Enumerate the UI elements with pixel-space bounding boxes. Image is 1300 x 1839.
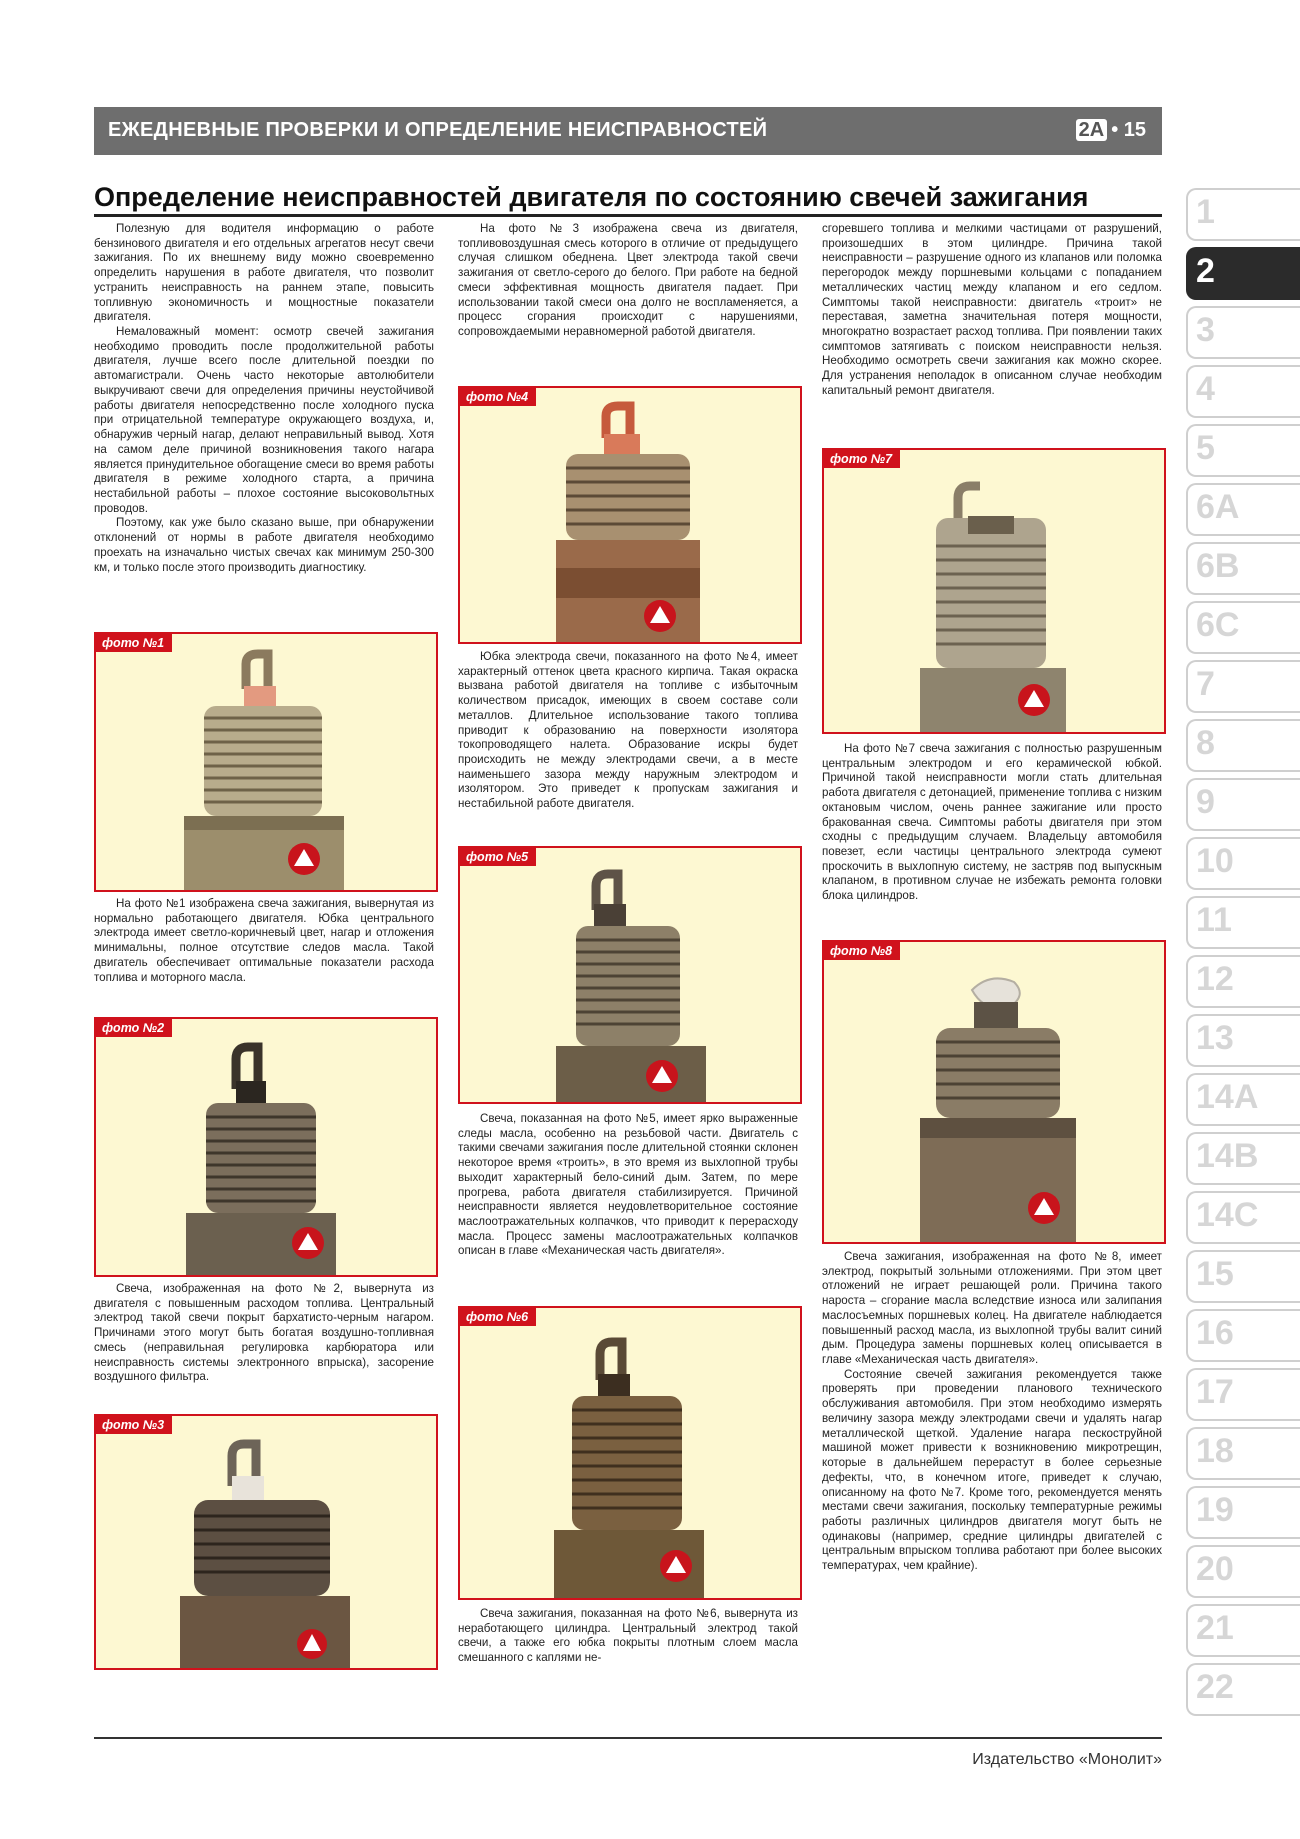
caption-text: Свеча зажигания, показанная на фото №6, вывернута из неработающего цилиндра. Центральный электрод такой свечи, а также его юбка покрыты плотным слоем масла смешанного с каплями не- [458, 1607, 798, 1665]
chapter-tab-6a[interactable] [1186, 483, 1300, 536]
chapter-tab-9[interactable] [1186, 778, 1300, 831]
page-title: Определение неисправностей двигателя по состоянию свечей зажигания [94, 182, 1089, 212]
footer-rule [94, 1737, 1162, 1739]
caption-text: Состояние свечей зажигания рекомендуется также проверять при проведении планового технического обслуживания автомобиля. При этом необходимо измерять величину зазора между электродами свечи и удалять нагар металлической щеткой. Удаление нагара пескоструйной машиной может привести к возникновению микротрещин, которые в дальнейшем перерастут в более серьезные дефекты, что, в конечном итоге, приведет к случаю, описанному на фото №7. Кроме того, рекомендуется менять местами свечи зажигания, поскольку температурные режимы работы различных цилиндров двигателя могут быть не одинаковы (например, средние цилиндры двигателей с центральным впрыском топлива работают при более высоких температурах, чем крайние). [822, 1367, 1162, 1573]
chapter-tab-14c[interactable] [1186, 1191, 1300, 1244]
chapter-tab-10[interactable] [1186, 837, 1300, 890]
photo-label: фото №3 [96, 1416, 172, 1434]
chapter-tab-5[interactable] [1186, 424, 1300, 477]
caption-text: Свеча, изображенная на фото №2, вывернута из двигателя с повышенным расходом топлива. Центральный электрод такой свечи покрыт бархатисто-черным нагаром. Причинами этого могут быть богатая воздушно-топливная смесь (неправильная регулировка карбюратора или неисправность системы электронного впрыска), засорение воздушного фильтра. [94, 1282, 434, 1384]
caption-text: На фото №1 изображена свеча зажигания, вывернутая из нормально работающего двигателя. Юбка центрального электрода имеет светло-коричневый цвет, нагар и отложения минимальны, полное отсутствие следов масла. Такой двигатель обеспечивает оптимальные показатели расхода топлива и моторного масла. [94, 897, 434, 984]
caption-text: Свеча зажигания, изображенная на фото №8, имеет электрод, покрытый зольными отложениями. При этом цвет отложений не играет решающей роли. Причина такого нароста – сгорание масла вследствие износа или залипания маслосъемных поршневых колец. На двигателе наблюдается повышенный расход масла, из выхлопной трубы валит синий дым. Процедура замены поршневых колец описывается в главе «Механическая часть двигателя». [822, 1250, 1162, 1367]
spark-plug-image [96, 634, 436, 890]
caption-text: Юбка электрода свечи, показанного на фото №4, имеет характерный оттенок цвета красного кирпича. Такая окраска вызвана работой двигателя на топливе с избыточным количеством присадок, имеющих в своем составе соли металлов. Длительное использование такого топлива приводит к образованию на поверхности изолятора токопроводящего налета. Образование искры будет происходить не между электродами свечи, а в месте наименьшего зазора между наружным электродом и изолятором. Это приведет к пропускам зажигания и нестабильной работе двигателя. [458, 650, 798, 811]
chapter-tab-label: 14A [1196, 1078, 1259, 1116]
photo-1-caption [94, 897, 434, 985]
chapter-tab-18[interactable] [1186, 1427, 1300, 1480]
photo-label: фото №7 [824, 450, 900, 468]
chapter-tab-label: 14B [1196, 1137, 1259, 1175]
chapter-tab-11[interactable] [1186, 896, 1300, 949]
chapter-tab-label: 7 [1196, 665, 1215, 703]
chapter-tab-label: 8 [1196, 724, 1215, 762]
chapter-tab-15[interactable] [1186, 1250, 1300, 1303]
right-column-intro [822, 222, 1162, 399]
chapter-tab-label: 18 [1196, 1432, 1234, 1470]
chapter-tab-label: 13 [1196, 1019, 1234, 1057]
spark-plug-image [460, 848, 800, 1102]
chapter-tab-label: 17 [1196, 1373, 1234, 1411]
section-code: 2A [1076, 119, 1108, 141]
chapter-tab-label: 2 [1196, 252, 1215, 290]
photo-6-caption [458, 1607, 798, 1666]
photo-3 [94, 1414, 438, 1670]
chapter-tab-3[interactable] [1186, 306, 1300, 359]
chapter-tab-17[interactable] [1186, 1368, 1300, 1421]
photo-1 [94, 632, 438, 892]
photo-4 [458, 386, 802, 644]
spark-plug-image [96, 1019, 436, 1275]
chapter-tab-8[interactable] [1186, 719, 1300, 772]
chapter-tab-label: 21 [1196, 1609, 1234, 1647]
chapter-tab-22[interactable] [1186, 1663, 1300, 1716]
paragraph: Немаловажный момент: осмотр свечей зажигания необходимо проводить после продолжительной работы двигателя, лучше всего после длительной поездки по автомагистрали. Очень часто некоторые автолюбители выкручивают свечи для определения причины неустойчивой работы двигателя непосредственно после холодного пуска при отрицательной температуре окружающего воздуха, и, обнаружив черный нагар, делают неправильный вывод. Хотя на самом деле причиной возникновения такого нагара является принудительное обогащение смеси во время работы двигателя в режиме холодного старта, а причина нестабильной работы – плохое состояние высоковольтных проводов. [94, 325, 434, 515]
chapter-tab-label: 3 [1196, 311, 1215, 349]
chapter-tab-12[interactable] [1186, 955, 1300, 1008]
chapter-tab-label: 6C [1196, 606, 1240, 644]
photo-2-caption [94, 1282, 434, 1385]
spark-plug-image [460, 1308, 800, 1598]
chapter-tab-label: 19 [1196, 1491, 1234, 1529]
paragraph: На фото №3 изображена свеча из двигателя, топливовоздушная смесь которого в отличие от предыдущего случая слишком обеднена. Цвет электрода такой свечи зажигания от светло-серого до белого. При работе на бедной смеси эффективная мощность двигателя падает. При использовании такой смеси она долго не воспламеняется, а процесс сгорания происходит с нарушениями, сопровождаемыми неравномерной работой двигателя. [458, 222, 798, 339]
chapter-tab-label: 5 [1196, 429, 1215, 467]
caption-text: Свеча, показанная на фото №5, имеет ярко выраженные следы масла, особенно на резьбовой части. Двигатель с такими свечами зажигания после длительной стоянки склонен некоторое время «троить», в это время из выхлопной трубы выходит характерный бело-синий дым. Затем, по мере прогрева, работа двигателя стабилизируется. Причиной неисправности является неудовлетворительное состояние маслоотражательных колпачков, что приводит к перерасходу масла. Процесс замены маслоотражательных колпачков описан в главе «Механическая часть двигателя». [458, 1112, 798, 1258]
chapter-tab-label: 14C [1196, 1196, 1259, 1234]
spark-plug-image [824, 450, 1164, 732]
spark-plug-image [96, 1416, 436, 1668]
photo-label: фото №8 [824, 942, 900, 960]
chapter-tab-label: 22 [1196, 1668, 1234, 1706]
middle-column-intro [458, 222, 798, 340]
chapter-tab-label: 16 [1196, 1314, 1234, 1352]
section-header-bar [94, 107, 1162, 155]
chapter-tab-label: 15 [1196, 1255, 1234, 1293]
photo-label: фото №1 [96, 634, 172, 652]
page-number: 15 [1123, 119, 1146, 141]
photo-label: фото №4 [460, 388, 536, 406]
left-column-intro [94, 222, 434, 575]
chapter-tab-2[interactable] [1186, 247, 1300, 300]
spark-plug-image [460, 388, 800, 642]
chapter-tab-label: 1 [1196, 193, 1215, 231]
chapter-tab-label: 4 [1196, 370, 1215, 408]
chapter-tab-13[interactable] [1186, 1014, 1300, 1067]
title-underline [94, 214, 1162, 217]
chapter-tab-7[interactable] [1186, 660, 1300, 713]
chapter-tab-14a[interactable] [1186, 1073, 1300, 1126]
chapter-tab-label: 10 [1196, 842, 1234, 880]
paragraph: сгоревшего топлива и мелкими частицами от разрушений, произошедших в этом цилиндре. Причина такой неисправности – разрушение одного из клапанов или поломка перегородок между поршневыми кольцами с попаданием металлических частиц между клапаном и его седлом. Симптомы такой неисправности: двигатель «троит» не переставая, заметна значительная потеря мощности, многократно возрастает расход топлива. При появлении таких симптомов затягивать с поиском неисправности нельзя. Необходимо осмотреть свечи зажигания как можно скорее. Для устранения неполадок в описанном случае необходим капитальный ремонт двигателя. [822, 222, 1162, 397]
photo-8 [822, 940, 1166, 1244]
chapter-tabs [1186, 188, 1300, 1722]
section-title: ЕЖЕДНЕВНЫЕ ПРОВЕРКИ И ОПРЕДЕЛЕНИЕ НЕИСПРАВНОСТЕЙ [108, 119, 768, 141]
photo-2 [94, 1017, 438, 1277]
chapter-tab-4[interactable] [1186, 365, 1300, 418]
chapter-tab-label: 6A [1196, 488, 1240, 526]
paragraph: Полезную для водителя информацию о работе бензинового двигателя и его отдельных агрегатов несут свечи зажигания. По их внешнему виду можно своевременно определить нарушения в работе двигателя, что позволит устранить неисправность на раннем этапе, повысить топливную экономичность и мощностные показатели двигателя. [94, 222, 434, 324]
publisher: Издательство «Монолит» [972, 1751, 1162, 1768]
chapter-tab-6c[interactable] [1186, 601, 1300, 654]
chapter-tab-label: 12 [1196, 960, 1234, 998]
photo-5 [458, 846, 802, 1104]
photo-label: фото №6 [460, 1308, 536, 1326]
photo-5-caption [458, 1112, 798, 1259]
spark-plug-image [824, 942, 1164, 1242]
chapter-tab-14b[interactable] [1186, 1132, 1300, 1185]
chapter-tab-16[interactable] [1186, 1309, 1300, 1362]
page-number-block: 2A • 15 [1076, 119, 1146, 142]
caption-text: На фото №7 свеча зажигания с полностью разрушенным центральным электродом и его керамической юбкой. Причиной такой неисправности могли стать длительная работа двигателя с детонацией, применение топлива с низким октановым числом, очень раннее зажигание или просто бракованная свеча. Симптомы работы двигателя при этом сходны с предыдущим случаем. Владельцу автомобиля повезет, если частицы центрального электрода сумеют проскочить в выхлопную систему, не застряв под выпускным клапаном, в противном случае не избежать ремонта головки блока цилиндров. [822, 742, 1162, 903]
photo-8-caption [822, 1250, 1162, 1574]
chapter-tab-label: 6B [1196, 547, 1240, 585]
chapter-tab-20[interactable] [1186, 1545, 1300, 1598]
photo-label: фото №5 [460, 848, 536, 866]
photo-label: фото №2 [96, 1019, 172, 1037]
chapter-tab-label: 20 [1196, 1550, 1234, 1588]
chapter-tab-19[interactable] [1186, 1486, 1300, 1539]
photo-6 [458, 1306, 802, 1600]
chapter-tab-label: 9 [1196, 783, 1215, 821]
photo-7-caption [822, 742, 1162, 904]
photo-4-caption [458, 650, 798, 812]
chapter-tab-6b[interactable] [1186, 542, 1300, 595]
chapter-tab-21[interactable] [1186, 1604, 1300, 1657]
paragraph: Поэтому, как уже было сказано выше, при обнаружении отклонений от нормы в работе двигателя необходимо проехать на изначально чистых свечах как минимум 250-300 км, и только после этого производить диагностику. [94, 516, 434, 574]
chapter-tab-label: 11 [1196, 901, 1232, 939]
chapter-tab-1[interactable] [1186, 188, 1300, 241]
photo-7 [822, 448, 1166, 734]
